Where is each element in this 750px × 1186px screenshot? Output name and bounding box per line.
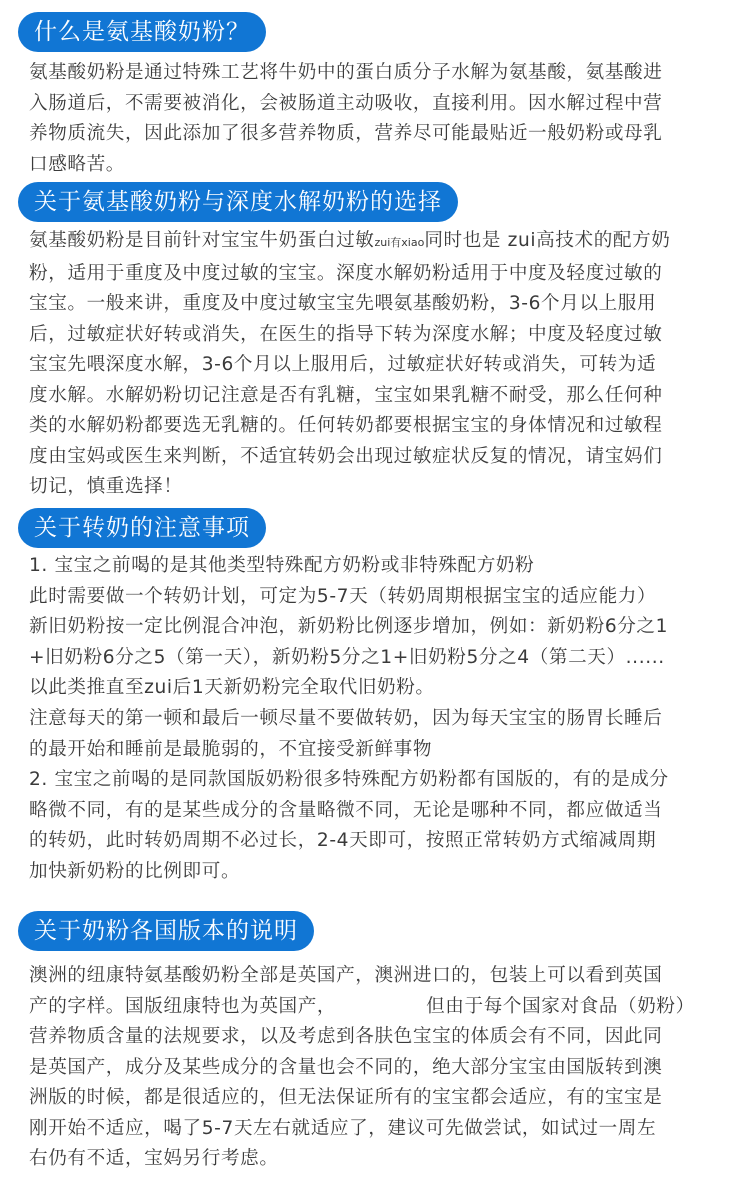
paragraph-line: 注意每天的第一顿和最后一顿尽量不要做转奶，因为每天宝宝的肠胃长睡后 (29, 707, 663, 729)
paragraph-line: 洲版的时候，都是很适应的，但无法保证所有的宝宝都会适应，有的宝宝是 (29, 1087, 663, 1108)
paragraph-line: 澳洲的纽康特氨基酸奶粉全部是英国产，澳洲进口的，包装上可以看到英国 (29, 965, 663, 986)
paragraph-line: 1. 宝宝之前喝的是其他类型特殊配方奶粉或非特殊配方奶粉 (29, 555, 535, 576)
small-inline-text: zui有xiao (374, 236, 425, 249)
paragraph-line: 口感略苦。 (29, 153, 125, 175)
paragraph-line: 2. 宝宝之前喝的是同款国版奶粉很多特殊配方奶粉都有国版的，有的是成分 (29, 769, 669, 791)
paragraph-line: 养物质流失，因此添加了很多营养物质，营养尽可能最贴近一般奶粉或母乳 (29, 123, 663, 144)
line-text: 但由于每个国家对食品（奶粉） (426, 995, 695, 1017)
paragraph-line: 营养物质含量的法规要求，以及考虑到各肤色宝宝的体质会有不同，因此同 (29, 1026, 663, 1047)
paragraph-line: 后，过敏症状好转或消失，在医生的指导下转为深度水解；中度及轻度过敏 (29, 323, 663, 345)
line-text: 氨基酸奶粉是目前针对宝宝牛奶蛋白过敏 (29, 230, 375, 251)
section-body-amino-vs-extensive-hydrolysis (29, 226, 725, 503)
paragraph-line: 氨基酸奶粉是通过特殊工艺将牛奶中的蛋白质分子水解为氨基酸，氨基酸进 (29, 62, 663, 83)
section-body-what-is-amino-acid-formula (29, 58, 725, 180)
paragraph-line: 右仍有不适，宝妈另行考虑。 (29, 1148, 279, 1169)
section-heading-country-versions: 关于奶粉各国版本的说明 (18, 911, 314, 951)
paragraph-line (29, 226, 725, 259)
paragraph-line: 度水解。水解奶粉切记注意是否有乳糖，宝宝如果乳糖不耐受，那么任何种 (29, 384, 663, 406)
paragraph-line: 宝宝。一般来讲，重度及中度过敏宝宝先喂氨基酸奶粉，3-6个月以上服用 (29, 293, 657, 314)
section-heading-what-is-amino-acid-formula: 什么是氨基酸奶粉？ (18, 12, 266, 52)
paragraph-line: 刚开始不适应，喝了5-7天左右就适应了，建议可先做尝试，如试过一周左 (29, 1117, 657, 1139)
section-heading-amino-vs-extensive-hydrolysis: 关于氨基酸奶粉与深度水解奶粉的选择 (18, 182, 458, 222)
paragraph-line: 宝宝先喂深度水解，3-6个月以上服用后，过敏症状好转或消失，可转为适 (29, 354, 657, 375)
paragraph-line: +旧奶粉6分之5（第一天），新奶粉5分之1+旧奶粉5分之4（第二天）...... (29, 646, 665, 668)
paragraph-line: 切记，慎重选择！ (29, 476, 183, 497)
section-heading-formula-transition-notes: 关于转奶的注意事项 (18, 508, 266, 548)
paragraph-line (29, 992, 725, 1023)
paragraph-line: 是英国产，成分及某些成分的含量也会不同的，绝大部分宝宝由国版转到澳 (29, 1056, 663, 1078)
paragraph-line: 的最开始和睡前是最脆弱的，不宜接受新鲜事物 (29, 738, 433, 760)
paragraph-line: 的转奶，此时转奶周期不必过长，2-4天即可，按照正常转奶方式缩减周期 (29, 830, 657, 852)
paragraph-line: 类的水解奶粉都要选无乳糖的。任何转奶都要根据宝宝的身体情况和过敏程 (29, 415, 663, 436)
paragraph-line: 粉，适用于重度及中度过敏的宝宝。深度水解奶粉适用于中度及轻度过敏的 (29, 262, 663, 284)
paragraph-line: 以此类推直至zui后1天新奶粉完全取代旧奶粉。 (29, 677, 435, 699)
paragraph-line: 新旧奶粉按一定比例混合冲泡，新奶粉比例逐步增加，例如：新奶粉6分之1 (29, 616, 669, 638)
line-text: 产的字样。国版纽康特也为英国产， (29, 995, 337, 1017)
paragraph-line: 度由宝妈或医生来判断，不适宜转奶会出现过敏症状反复的情况，请宝妈们 (29, 445, 663, 467)
paragraph-line: 此时需要做一个转奶计划，可定为5-7天（转奶周期根据宝宝的适应能力） (29, 585, 657, 607)
paragraph-line: 入肠道后，不需要被消化，会被肠道主动吸收，直接利用。因水解过程中营 (29, 92, 663, 114)
paragraph-line: 加快新奶粉的比例即可。 (29, 860, 241, 882)
section-body-country-versions (29, 961, 725, 1175)
paragraph-line: 略微不同，有的是某些成分的含量略微不同，无论是哪种不同，都应做适当 (29, 799, 663, 821)
section-body-formula-transition-notes (29, 551, 725, 888)
line-text: 同时也是 zui高技术的配方奶 (424, 230, 671, 251)
